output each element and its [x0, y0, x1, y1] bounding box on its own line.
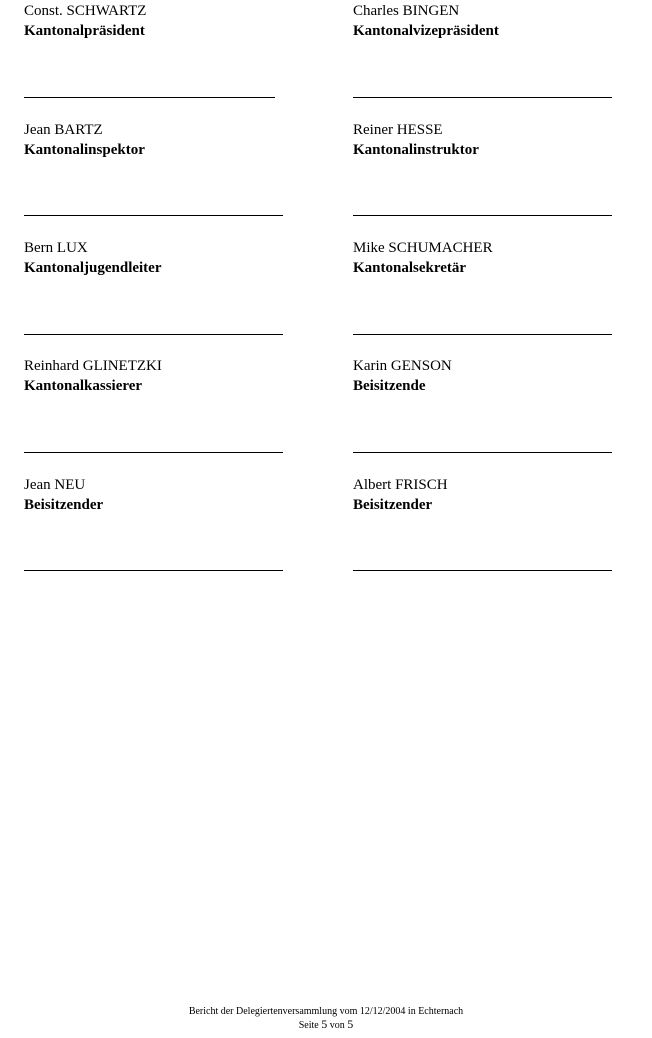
- signatory-name: Charles BINGEN: [353, 3, 460, 19]
- signatory-name: Jean NEU: [24, 477, 86, 493]
- signatory-role: Kantonalsekretär: [353, 260, 467, 276]
- signatory-role: Kantonalinstruktor: [353, 142, 479, 158]
- signature-line: [24, 334, 283, 335]
- signatory-name: Reinhard GLINETZKI: [24, 358, 162, 374]
- signatory-role: Beisitzender: [24, 497, 104, 513]
- signatory-name: Const. SCHWARTZ: [24, 3, 147, 19]
- signatory-role: Kantonalkassierer: [24, 378, 143, 394]
- signature-line: [24, 452, 283, 453]
- signatory-role: Beisitzende: [353, 378, 426, 394]
- signatory-block: [353, 238, 493, 278]
- page-current: 5: [321, 1017, 328, 1031]
- signatory-block: [353, 1, 499, 41]
- report-title: Bericht der Delegiertenversammlung vom 12/12/2004 in Echternach: [188, 1006, 464, 1017]
- signatory-name: Karin GENSON: [353, 358, 452, 374]
- signatory-block: [353, 120, 479, 160]
- signatory-block: [24, 1, 146, 41]
- signatory-block: [24, 120, 145, 160]
- signature-line: [24, 97, 275, 98]
- signature-line: [353, 215, 612, 216]
- signatory-role: Beisitzender: [353, 497, 433, 513]
- signature-line: [353, 97, 612, 98]
- signatory-block: [353, 475, 448, 515]
- signature-line: [24, 215, 283, 216]
- page-label: Seite: [298, 1020, 319, 1031]
- signatory-block: [24, 238, 162, 278]
- signatory-name: Jean BARTZ: [24, 122, 103, 138]
- signatory-block: [24, 356, 162, 396]
- signatory-role: Kantonalvizepräsident: [353, 23, 499, 39]
- signature-line: [24, 570, 283, 571]
- page-total: 5: [347, 1017, 354, 1031]
- signatory-role: Kantonaljugendleiter: [24, 260, 162, 276]
- signatory-block: [24, 475, 103, 515]
- signatory-name: Reiner HESSE: [353, 122, 443, 138]
- page-of: von: [329, 1020, 345, 1031]
- signature-line: [353, 334, 612, 335]
- signatory-role: Kantonalpräsident: [24, 23, 145, 39]
- signatory-name: Bern LUX: [24, 240, 88, 256]
- signature-line: [353, 570, 612, 571]
- signatory-block: [353, 356, 452, 396]
- signature-line: [353, 452, 612, 453]
- page-footer: [0, 1005, 652, 1032]
- signatory-role: Kantonalinspektor: [24, 142, 145, 158]
- page-indicator: [0, 1018, 652, 1032]
- signatory-name: Mike SCHUMACHER: [353, 240, 493, 256]
- signatory-name: Albert FRISCH: [353, 477, 448, 493]
